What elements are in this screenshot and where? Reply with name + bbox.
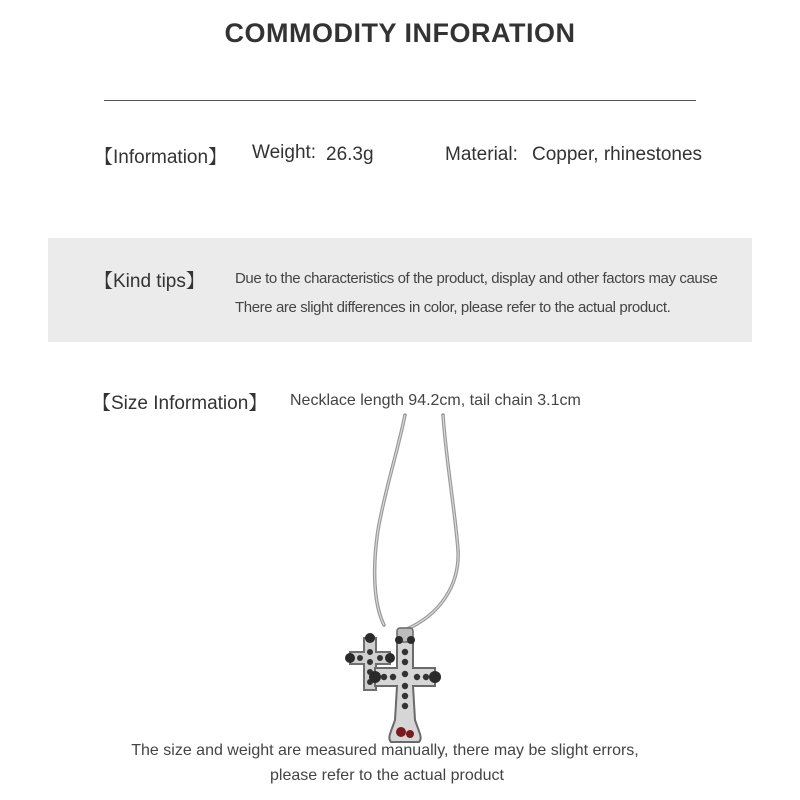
size-information-text: Necklace length 94.2cm, tail chain 3.1cm [290, 392, 581, 409]
kind-tips-line-1: Due to the characteristics of the product, display and other factors may cause [235, 270, 718, 287]
weight-label: Weight: [252, 142, 317, 163]
title-divider [104, 100, 696, 101]
size-information-label: 【Size Information】 [92, 393, 268, 414]
kind-tips-line-2: There are slight differences in color, please refer to the actual product. [235, 299, 671, 316]
information-label: 【Information】 [94, 147, 228, 168]
large-cross [369, 628, 441, 742]
footer-note-line-2: please refer to the actual product [270, 767, 504, 784]
material-value: Copper, rhinestones [532, 144, 703, 165]
material-label: Material: [445, 144, 518, 165]
cross-necklace-photo [0, 410, 800, 750]
kind-tips-panel [48, 238, 752, 342]
footer-note-line-1: The size and weight are measured manually, there may be slight errors, [131, 742, 639, 759]
page-title: COMMODITY INFORATION [224, 18, 576, 48]
weight-value: 26.3g [326, 144, 374, 165]
kind-tips-label: 【Kind tips】 [94, 271, 205, 292]
